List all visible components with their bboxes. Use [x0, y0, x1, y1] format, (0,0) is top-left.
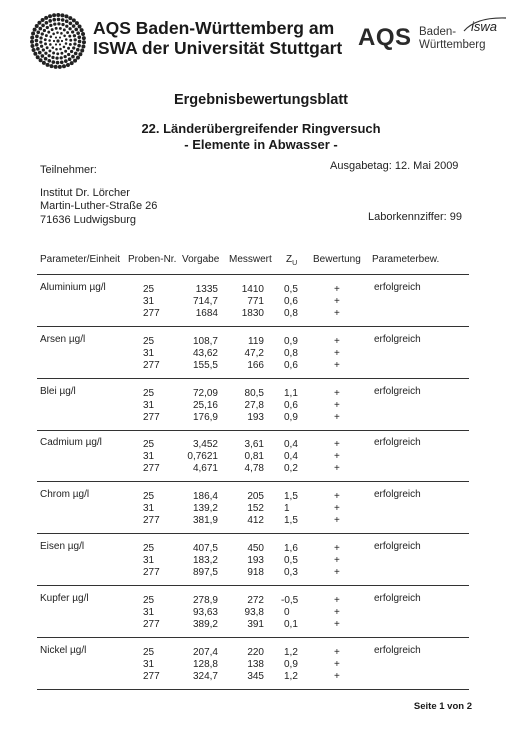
probe-number: 277 [143, 567, 160, 578]
parameter-name: Nickel µg/l [40, 644, 87, 656]
parameter-result: erfolgreich [374, 333, 421, 345]
zu-value: 0,5 [284, 555, 298, 566]
parameter-result: erfolgreich [374, 644, 421, 656]
group-divider [37, 637, 469, 638]
zu-value: 1,5 [284, 491, 298, 503]
zu-value: 1,2 [284, 670, 298, 682]
zu-value: 0,6 [284, 296, 298, 307]
zu-value: 0,9 [284, 411, 298, 423]
lab-number: Laborkennziffer: 99 [368, 211, 462, 223]
parameter-result: erfolgreich [374, 282, 421, 293]
bewertung-value: + [334, 503, 340, 515]
parameter-result: erfolgreich [374, 489, 421, 501]
parameter-name: Eisen µg/l [40, 541, 85, 552]
vorgabe-value: 176,9 [192, 411, 218, 423]
probe-number: 25 [143, 491, 155, 503]
svg-text:iswa: iswa [471, 19, 498, 34]
zu-value: 0,9 [284, 658, 298, 670]
probe-number: 31 [143, 606, 155, 618]
bewertung-value: + [334, 284, 340, 295]
messwert-value: 4,78 [244, 463, 264, 475]
vorgabe-value: 207,4 [192, 646, 218, 658]
parameter-name: Aluminium µg/l [40, 282, 106, 293]
header-title-line1: AQS Baden-Württemberg am [93, 18, 335, 38]
zu-value: 0,1 [284, 618, 298, 630]
probe-number: 31 [143, 296, 155, 307]
vorgabe-value: 108,7 [192, 335, 218, 347]
zu-value: 0,9 [284, 335, 298, 347]
probe-number: 277 [143, 618, 160, 630]
header-divider [37, 274, 469, 275]
issue-date: Ausgabetag: 12. Mai 2009 [330, 160, 459, 172]
messwert-value: 27,8 [244, 399, 264, 411]
zu-value: 0,8 [284, 308, 298, 319]
zu-value: 0,6 [284, 399, 298, 411]
vorgabe-value: 0,7621 [187, 451, 218, 463]
vorgabe-value: 278,9 [192, 594, 218, 606]
parameter-name: Cadmium µg/l [40, 437, 102, 449]
bewertung-value: + [334, 515, 340, 527]
aqs-logo: AQS [358, 24, 412, 51]
bewertung-value: + [334, 618, 340, 630]
parameter-result: erfolgreich [374, 385, 421, 397]
messwert-value: 3,61 [244, 439, 264, 451]
zu-value: 0,2 [284, 463, 298, 475]
vorgabe-value: 93,63 [192, 606, 218, 618]
document-subtitle-2: - Elemente in Abwasser - [184, 137, 338, 152]
document-title: Ergebnisbewertungsblatt [173, 92, 349, 108]
table-bottom-divider [37, 689, 469, 690]
probe-number: 31 [143, 555, 155, 566]
bewertung-value: + [334, 491, 340, 503]
bewertung-value: + [334, 296, 340, 307]
iswa-logo-icon [462, 15, 508, 37]
bewertung-value: + [334, 463, 340, 475]
probe-number: 25 [143, 543, 155, 554]
vorgabe-value: 72,09 [192, 387, 218, 399]
bewertung-value: + [334, 399, 340, 411]
parameter-name: Chrom µg/l [40, 489, 90, 501]
probe-number: 277 [143, 515, 160, 527]
bewertung-value: + [334, 543, 340, 554]
bewertung-value: + [334, 335, 340, 347]
bewertung-value: + [334, 658, 340, 670]
messwert-value: 93,8 [244, 606, 264, 618]
zu-value: 0,3 [284, 567, 298, 578]
aqs-logo-sub1: Baden- [419, 26, 457, 38]
group-divider [37, 533, 469, 534]
group-divider [37, 378, 469, 379]
probe-number: 277 [143, 670, 160, 682]
probe-number: 31 [143, 399, 155, 411]
messwert-value: 80,5 [244, 387, 264, 399]
bewertung-value: + [334, 387, 340, 399]
vorgabe-value: 139,2 [192, 503, 218, 515]
vorgabe-value: 3,452 [192, 439, 218, 451]
messwert-value: 345 [247, 670, 264, 682]
vorgabe-value: 381,9 [192, 515, 218, 527]
zu-value: 1,5 [284, 515, 298, 527]
probe-number: 31 [143, 503, 155, 515]
probe-number: 277 [143, 359, 160, 371]
zu-value: 0,5 [284, 284, 298, 295]
bewertung-value: + [334, 670, 340, 682]
vorgabe-value: 407,5 [192, 543, 218, 554]
address-line-1: Institut Dr. Lörcher [40, 187, 130, 199]
messwert-value: 205 [247, 491, 264, 503]
messwert-value: 193 [247, 555, 264, 566]
header-title-line2: ISWA der Universität Stuttgart [93, 38, 343, 58]
messwert-value: 193 [247, 411, 264, 423]
vorgabe-value: 714,7 [192, 296, 218, 307]
probe-number: 277 [143, 411, 160, 423]
probe-number: 25 [143, 387, 155, 399]
messwert-value: 918 [247, 567, 264, 578]
col-header-probe: Proben-Nr. [128, 254, 177, 265]
vorgabe-value: 128,8 [192, 658, 218, 670]
col-header-bewertung: Bewertung [313, 254, 361, 265]
group-divider [37, 585, 469, 586]
parameter-result: erfolgreich [374, 592, 421, 604]
bewertung-value: + [334, 646, 340, 658]
messwert-value: 1410 [241, 284, 264, 295]
probe-number: 25 [143, 335, 155, 347]
messwert-value: 220 [247, 646, 264, 658]
messwert-value: 272 [247, 594, 264, 606]
probe-number: 31 [143, 347, 155, 359]
probe-number: 277 [143, 308, 160, 319]
zu-value: -0,5 [281, 594, 299, 606]
zu-value: 1,1 [284, 387, 298, 399]
zu-value: 0 [284, 606, 290, 618]
address-line-3: 71636 Ludwigsburg [40, 214, 137, 226]
page-number: Seite 1 von 2 [413, 701, 472, 712]
messwert-value: 412 [247, 515, 264, 527]
parameter-result: erfolgreich [374, 437, 421, 449]
messwert-value: 119 [248, 335, 264, 347]
vorgabe-value: 155,5 [192, 359, 218, 371]
zu-value: 1,2 [284, 646, 298, 658]
zu-value: 1,6 [284, 543, 298, 554]
col-header-zu: $Z_U$ [286, 254, 298, 267]
messwert-value: 166 [247, 359, 264, 371]
messwert-value: 47,2 [244, 347, 264, 359]
probe-number: 31 [143, 451, 155, 463]
vorgabe-value: 389,2 [192, 618, 218, 630]
zu-value: 0,8 [284, 347, 298, 359]
probe-number: 277 [143, 463, 160, 475]
messwert-value: 450 [247, 543, 264, 554]
bewertung-value: + [334, 308, 340, 319]
bewertung-value: + [334, 411, 340, 423]
zu-value: 0,4 [284, 439, 298, 451]
group-divider [37, 326, 469, 327]
group-divider [37, 430, 469, 431]
parameter-result: erfolgreich [374, 541, 421, 552]
messwert-value: 771 [247, 296, 264, 307]
bewertung-value: + [334, 555, 340, 566]
vorgabe-value: 897,5 [192, 567, 218, 578]
vorgabe-value: 25,16 [192, 399, 218, 411]
bewertung-value: + [334, 347, 340, 359]
probe-number: 25 [143, 439, 155, 451]
messwert-value: 138 [247, 658, 264, 670]
bewertung-value: + [334, 567, 340, 578]
bewertung-value: + [334, 451, 340, 463]
probe-number: 31 [143, 658, 155, 670]
messwert-value: 1830 [241, 308, 264, 319]
bewertung-value: + [334, 594, 340, 606]
vorgabe-value: 1684 [195, 308, 218, 319]
col-header-param: Parameter/Einheit [40, 254, 121, 265]
col-header-messwert: Messwert [229, 254, 272, 265]
vorgabe-value: 324,7 [192, 670, 218, 682]
bewertung-value: + [334, 606, 340, 618]
messwert-value: 152 [247, 503, 264, 515]
aqs-logo-sub2: Württemberg [419, 39, 486, 51]
parameter-name: Kupfer µg/l [40, 592, 89, 604]
document-subtitle-1: 22. Länderübergreifender Ringversuch [141, 121, 381, 136]
messwert-value: 0,81 [244, 451, 264, 463]
parameter-name: Blei µg/l [40, 385, 76, 397]
participant-label: Teilnehmer: [40, 164, 97, 176]
vorgabe-value: 43,62 [192, 347, 218, 359]
probe-number: 25 [143, 646, 155, 658]
zu-value: 1 [284, 503, 290, 515]
probe-number: 25 [143, 284, 155, 295]
col-header-vorgabe: Vorgabe [182, 254, 220, 265]
zu-value: 0,4 [284, 451, 298, 463]
address-line-2: Martin-Luther-Straße 26 [40, 200, 158, 212]
vorgabe-value: 1335 [195, 284, 218, 295]
probe-number: 25 [143, 594, 155, 606]
bewertung-value: + [334, 359, 340, 371]
vorgabe-value: 183,2 [192, 555, 218, 566]
zu-value: 0,6 [284, 359, 298, 371]
parameter-name: Arsen µg/l [40, 333, 86, 345]
vorgabe-value: 4,671 [192, 463, 218, 475]
group-divider [37, 481, 469, 482]
bewertung-value: + [334, 439, 340, 451]
messwert-value: 391 [247, 618, 264, 630]
vorgabe-value: 186,4 [192, 491, 218, 503]
university-logo-icon [30, 13, 86, 69]
col-header-parameterbew: Parameterbew. [372, 254, 440, 265]
